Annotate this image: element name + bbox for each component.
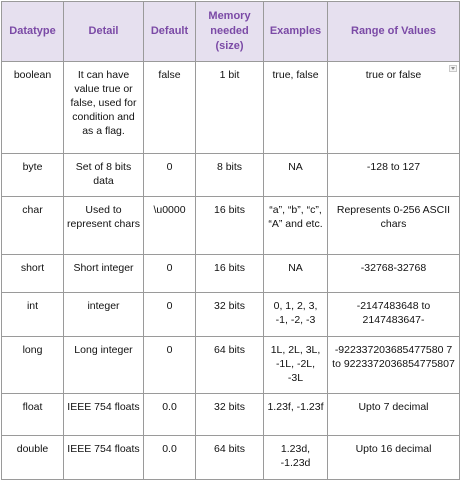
cell-size: 16 bits: [196, 254, 264, 292]
cell-size: 8 bits: [196, 154, 264, 196]
dropdown-arrow-icon[interactable]: [449, 65, 457, 72]
cell-detail: integer: [64, 293, 144, 337]
cell-examples: 0, 1, 2, 3, -1, -2, -3: [264, 293, 328, 337]
table-row-int: [2, 293, 460, 337]
cell-datatype: short: [2, 254, 64, 292]
header-detail: Detail: [64, 2, 144, 62]
table-row-boolean: [2, 62, 460, 154]
cell-default: \u0000: [144, 196, 196, 254]
cell-range: -2147483648 to 2147483647-: [328, 293, 460, 337]
cell-detail: It can have value true or false, used for condition and as a flag.: [64, 62, 144, 154]
cell-examples: NA: [264, 154, 328, 196]
header-examples: Examples: [264, 2, 328, 62]
cell-default: 0: [144, 254, 196, 292]
cell-range: -128 to 127: [328, 154, 460, 196]
cell-examples: 1L, 2L, 3L, -1L, -2L, -3L: [264, 337, 328, 393]
header-default: Default: [144, 2, 196, 62]
cell-default: 0: [144, 154, 196, 196]
cell-detail: Set of 8 bits data: [64, 154, 144, 196]
cell-detail: IEEE 754 floats: [64, 393, 144, 435]
cell-datatype: byte: [2, 154, 64, 196]
table-row-float: [2, 393, 460, 435]
cell-examples: 1.23f, -1.23f: [264, 393, 328, 435]
cell-default: false: [144, 62, 196, 154]
cell-range: [328, 62, 460, 154]
cell-default: 0.0: [144, 393, 196, 435]
header-row: [2, 2, 460, 62]
cell-range: Upto 16 decimal: [328, 435, 460, 479]
cell-datatype: int: [2, 293, 64, 337]
cell-examples: true, false: [264, 62, 328, 154]
table-row-short: [2, 254, 460, 292]
cell-datatype: float: [2, 393, 64, 435]
cell-default: 0: [144, 337, 196, 393]
table-row-long: [2, 337, 460, 393]
header-datatype: Datatype: [2, 2, 64, 62]
datatype-table: [1, 1, 460, 480]
cell-size: 64 bits: [196, 435, 264, 479]
cell-detail: Long integer: [64, 337, 144, 393]
cell-examples: 1.23d, -1.23d: [264, 435, 328, 479]
cell-range: -922337203685477580 7 to 9223372036854775807: [328, 337, 460, 393]
cell-datatype: double: [2, 435, 64, 479]
cell-detail: Short integer: [64, 254, 144, 292]
cell-range: Represents 0-256 ASCII chars: [328, 196, 460, 254]
cell-size: 1 bit: [196, 62, 264, 154]
cell-detail: IEEE 754 floats: [64, 435, 144, 479]
table-row-double: [2, 435, 460, 479]
cell-range-text: true or false: [365, 69, 422, 81]
header-memory-size: Memory needed (size): [196, 2, 264, 62]
cell-datatype: long: [2, 337, 64, 393]
cell-examples: NA: [264, 254, 328, 292]
cell-examples: “a”, “b”, “c”, “A” and etc.: [264, 196, 328, 254]
table-row-char: [2, 196, 460, 254]
cell-size: 64 bits: [196, 337, 264, 393]
cell-datatype: char: [2, 196, 64, 254]
cell-detail: Used to represent chars: [64, 196, 144, 254]
cell-range: -32768-32768: [328, 254, 460, 292]
cell-datatype: boolean: [2, 62, 64, 154]
cell-default: 0.0: [144, 435, 196, 479]
cell-range: Upto 7 decimal: [328, 393, 460, 435]
cell-size: 32 bits: [196, 293, 264, 337]
cell-size: 32 bits: [196, 393, 264, 435]
cell-size: 16 bits: [196, 196, 264, 254]
header-range: Range of Values: [328, 2, 460, 62]
table-row-byte: [2, 154, 460, 196]
cell-default: 0: [144, 293, 196, 337]
